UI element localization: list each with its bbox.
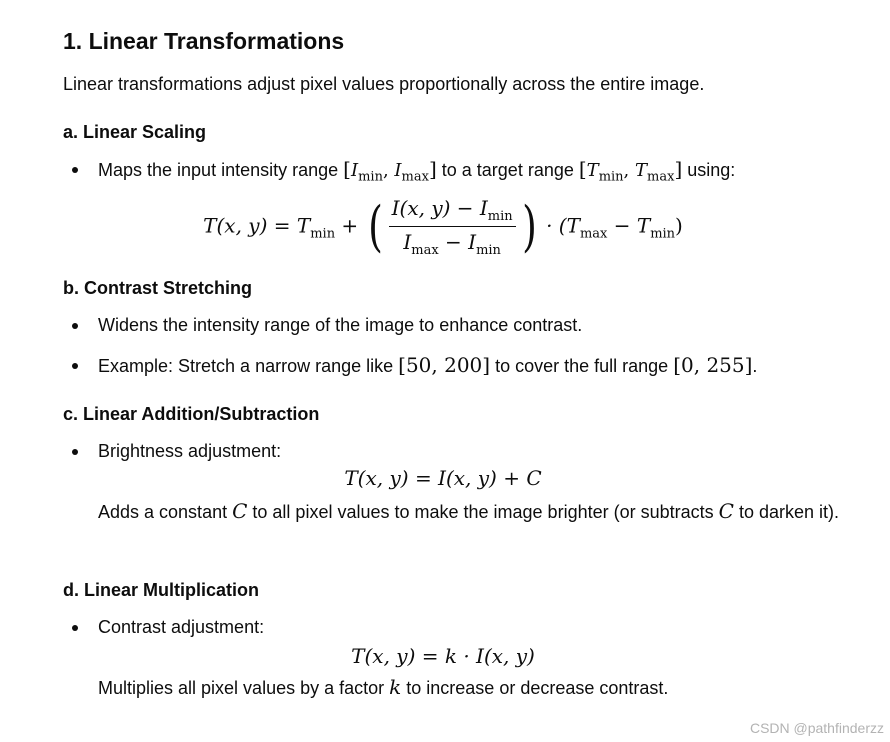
bullet-icon bbox=[72, 363, 78, 369]
formula-fraction: $\frac{I(x, y) - I_{min}}{I_{max} - I_{min}}$ bbox=[389, 196, 516, 258]
formula-linear-scaling: T(x, $y) = T_{min}$ + ( $\frac{I(x, y) - I_{min}}{I_{max} - I_{min}}$ ) · $(T_{max} - T_{min})$ bbox=[203, 195, 683, 258]
intro-paragraph: Linear transformations adjust pixel values proportionally across the entire image. bbox=[63, 74, 705, 94]
list-item-text: Maps the input intensity range [$I_{min}$, $I_{max}$] to a target range [$T_{min}$, $T_{max}$] using: bbox=[98, 157, 736, 185]
heading-contrast-stretching: b. Contrast Stretching bbox=[63, 278, 253, 298]
heading-linear-multiplication: d. Linear Multiplication bbox=[63, 580, 260, 600]
bullet-icon bbox=[72, 449, 78, 455]
list-item-text: Brightness adjustment: bbox=[98, 441, 282, 461]
heading-linear-addition: c. Linear Addition/Subtraction bbox=[63, 404, 320, 424]
bullet-icon bbox=[72, 167, 78, 173]
description-text: Adds a constant C to all pixel values to make the image brighter (or subtracts C to darken it). bbox=[98, 499, 839, 523]
bullet-icon bbox=[72, 323, 78, 329]
watermark: CSDN @pathfinderzz bbox=[749, 720, 884, 736]
heading-linear-scaling: a. Linear Scaling bbox=[63, 122, 207, 142]
description-text: Multiplies all pixel values by a factor k to increase or decrease contrast. bbox=[98, 675, 669, 699]
section-title: 1. Linear Transformations bbox=[63, 28, 345, 54]
bullet-icon bbox=[72, 625, 78, 631]
list-item-text: Contrast adjustment: bbox=[98, 617, 265, 637]
formula-contrast: T(x, y) = k · I(x, y) bbox=[351, 644, 535, 668]
list-item-text: Example: Stretch a narrow range like [50, 200] to cover the full range [0, 255]. bbox=[98, 353, 758, 377]
list-item-text: Widens the intensity range of the image to enhance contrast. bbox=[98, 315, 583, 335]
formula-brightness: T(x, y) = I(x, y) + C bbox=[344, 466, 542, 490]
